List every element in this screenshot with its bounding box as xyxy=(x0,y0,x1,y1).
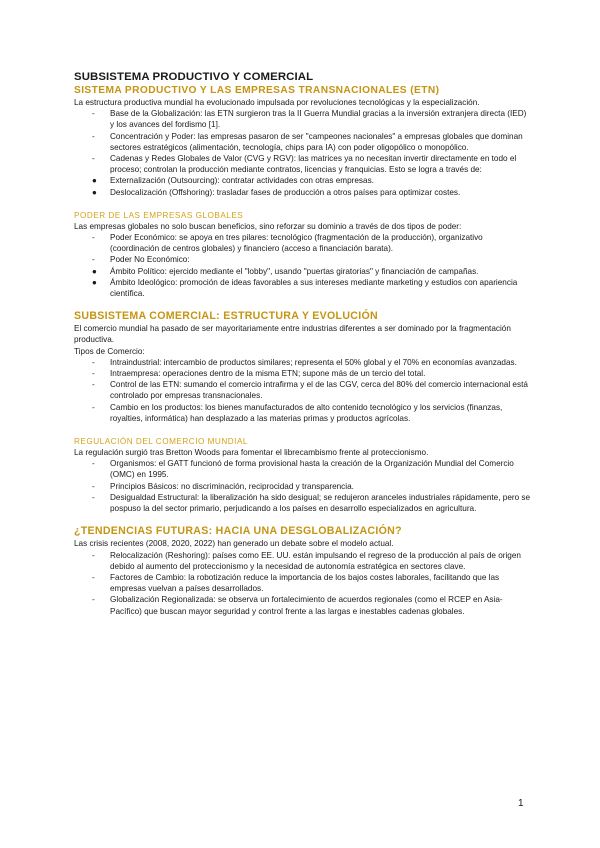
dash-marker: - xyxy=(92,380,95,390)
list-item xyxy=(74,232,532,254)
dash-marker: - xyxy=(92,492,95,502)
list-item xyxy=(74,481,532,492)
dash-marker: - xyxy=(92,154,95,164)
list-item xyxy=(74,175,532,186)
page-number: 1 xyxy=(518,798,524,809)
list-item xyxy=(74,108,532,130)
section-intro-poder: Las empresas globales no solo buscan beneficios, sino reforzar su dominio a través de dos tipos de poder: xyxy=(74,221,462,231)
dash-marker: - xyxy=(92,109,95,119)
list-item-text: Organismos: el GATT funcionó de forma provisional hasta la creación de la Organización Mundial del Comercio (OMC) en 1995. xyxy=(110,459,514,480)
list-item xyxy=(74,131,532,153)
list-item-text: Intraindustrial: intercambio de productos similares; representa el 50% global y el 70% en economías avanzadas. xyxy=(110,357,517,367)
list-item-text: Deslocalización (Offshoring): trasladar fases de producción a otros países para optimizar costes. xyxy=(110,187,461,197)
list-item xyxy=(74,379,532,401)
list-item-text: Relocalización (Reshoring): países como EE. UU. están impulsando el regreso de la producción al país de origen debido al aumento del proteccionismo y la necesidad de autonomía estratégica en sectores clave. xyxy=(110,550,521,571)
list-item-text: Poder No Económico: xyxy=(110,255,190,265)
list-item-text: Desigualdad Estructural: la liberalización ha sido desigual; se redujeron aranceles industriales rápidamente, pero se pospuso la del sector primario, perjudicando a los países en desarrollo especializados en agricultura. xyxy=(110,492,531,514)
list-poder xyxy=(74,232,532,299)
dash-marker: - xyxy=(92,402,95,412)
bullet-icon: ● xyxy=(92,176,97,186)
dash-marker: - xyxy=(92,233,95,243)
section-heading-etn: SISTEMA PRODUCTIVO Y LAS EMPRESAS TRANSNACIONALES (ETN) xyxy=(74,85,440,96)
section-intro-etn: La estructura productiva mundial ha evolucionado impulsada por revoluciones tecnológicas y la especialización. xyxy=(74,98,480,107)
list-item xyxy=(74,458,532,480)
section-intro-comercial: El comercio mundial ha pasado de ser mayoritariamente entre industrias diferentes a ser dominado por la fragmentación productiva. xyxy=(74,324,511,345)
list-regulacion xyxy=(74,458,532,514)
list-item xyxy=(74,402,532,424)
list-tendencias xyxy=(74,550,532,617)
dash-marker: - xyxy=(92,459,95,469)
list-item xyxy=(74,357,532,368)
list-item-text: Factores de Cambio: la robotización reduce la importancia de los bajos costes laborales, facilitando que las empresas vuelvan a países desarrollados. xyxy=(110,572,500,594)
document-title: SUBSISTEMA PRODUCTIVO Y COMERCIAL xyxy=(74,71,314,83)
list-item-text: Intraempresa: operaciones dentro de la misma ETN; supone más de un tercio del total. xyxy=(110,369,426,379)
list-item xyxy=(74,492,532,514)
list-comercial xyxy=(74,357,532,424)
list-item-text: Ámbito Ideológico: promoción de ideas favorables a sus intereses mediante marketing y estudios con apariencia científica. xyxy=(110,277,518,299)
list-item-text: Control de las ETN: sumando el comercio intrafirma y el de las CGV, cerca del 80% del comercio internacional está controlado por empresas transnacionales. xyxy=(110,380,528,401)
bullet-icon: ● xyxy=(92,266,97,276)
list-item xyxy=(74,153,532,175)
list-item-text: Externalización (Outsourcing): contratar actividades con otras empresas. xyxy=(110,176,374,186)
bullet-icon: ● xyxy=(92,187,97,197)
list-item-text: Cadenas y Redes Globales de Valor (CVG y RGV): las matrices ya no necesitan invertir directamente en todo el proceso; controlan la producción mediante contratos, licencias y franquicias. Esto se logra a través de: xyxy=(110,154,517,175)
list-item xyxy=(74,266,532,277)
dash-marker: - xyxy=(92,357,95,367)
list-item xyxy=(74,187,532,198)
list-item xyxy=(74,594,532,616)
dash-marker: - xyxy=(92,255,95,265)
section-intro-regulacion: La regulación surgió tras Bretton Woods para fomentar el librecambismo frente al proteccionismo. xyxy=(74,448,429,458)
document-page xyxy=(74,70,532,617)
list-item-text: Principios Básicos: no discriminación, reciprocidad y transparencia. xyxy=(110,481,354,491)
dash-marker: - xyxy=(92,481,95,491)
list-item-text: Globalización Regionalizada: se observa un fortalecimiento de acuerdos regionales (como el RCEP en Asia-Pacífico) que buscan mayor seguridad y control frente a las largas e inestables cadenas globales. xyxy=(110,595,503,616)
list-item xyxy=(74,254,532,265)
list-item-text: Poder Económico: se apoya en tres pilares: tecnológico (fragmentación de la producción), organizativo (coordinación de centros globales) y financiero (acceso a financiación barata). xyxy=(110,233,483,254)
section-heading-poder: PODER DE LAS EMPRESAS GLOBALES xyxy=(74,210,244,220)
list-item-text: Ámbito Político: ejercido mediante el "lobby", usando "puertas giratorias" y financiación de campañas. xyxy=(110,266,479,276)
section-heading-comercial: SUBSISTEMA COMERCIAL: ESTRUCTURA Y EVOLUCIÓN xyxy=(74,310,378,323)
dash-marker: - xyxy=(92,131,95,141)
section-heading-regulacion: REGULACIÓN DEL COMERCIO MUNDIAL xyxy=(74,437,248,447)
list-item xyxy=(74,368,532,379)
dash-marker: - xyxy=(92,369,95,379)
list-item-text: Base de la Globalización: las ETN surgieron tras la II Guerra Mundial gracias a la inversión extranjera directa (IED) y los avances del fordismo [1]. xyxy=(110,109,527,130)
list-item xyxy=(74,277,532,299)
dash-marker: - xyxy=(92,595,95,605)
list-item-text: Concentración y Poder: las empresas pasaron de ser "campeones nacionales" a empresas globales que dominan sectores estratégicos (alimentación, tecnología, chips para IA) con poder oligopólico o monopólico. xyxy=(110,131,523,152)
section-intro2-comercial: Tipos de Comercio: xyxy=(74,346,145,356)
bullet-icon: ● xyxy=(92,277,97,287)
list-item-text: Cambio en los productos: los bienes manufacturados de alto contenido tecnológico y los servicios (finanzas, royalties, informática) han desplazado a las materias primas y productos agrícolas. xyxy=(110,402,503,423)
dash-marker: - xyxy=(92,550,95,560)
list-item xyxy=(74,572,532,594)
section-heading-tendencias: ¿TENDENCIAS FUTURAS: HACIA UNA DESGLOBALIZACIÓN? xyxy=(74,525,402,538)
list-etn xyxy=(74,108,532,198)
list-item xyxy=(74,550,532,572)
dash-marker: - xyxy=(92,572,95,582)
section-intro-tendencias: Las crisis recientes (2008, 2020, 2022) han generado un debate sobre el modelo actual. xyxy=(74,539,394,549)
